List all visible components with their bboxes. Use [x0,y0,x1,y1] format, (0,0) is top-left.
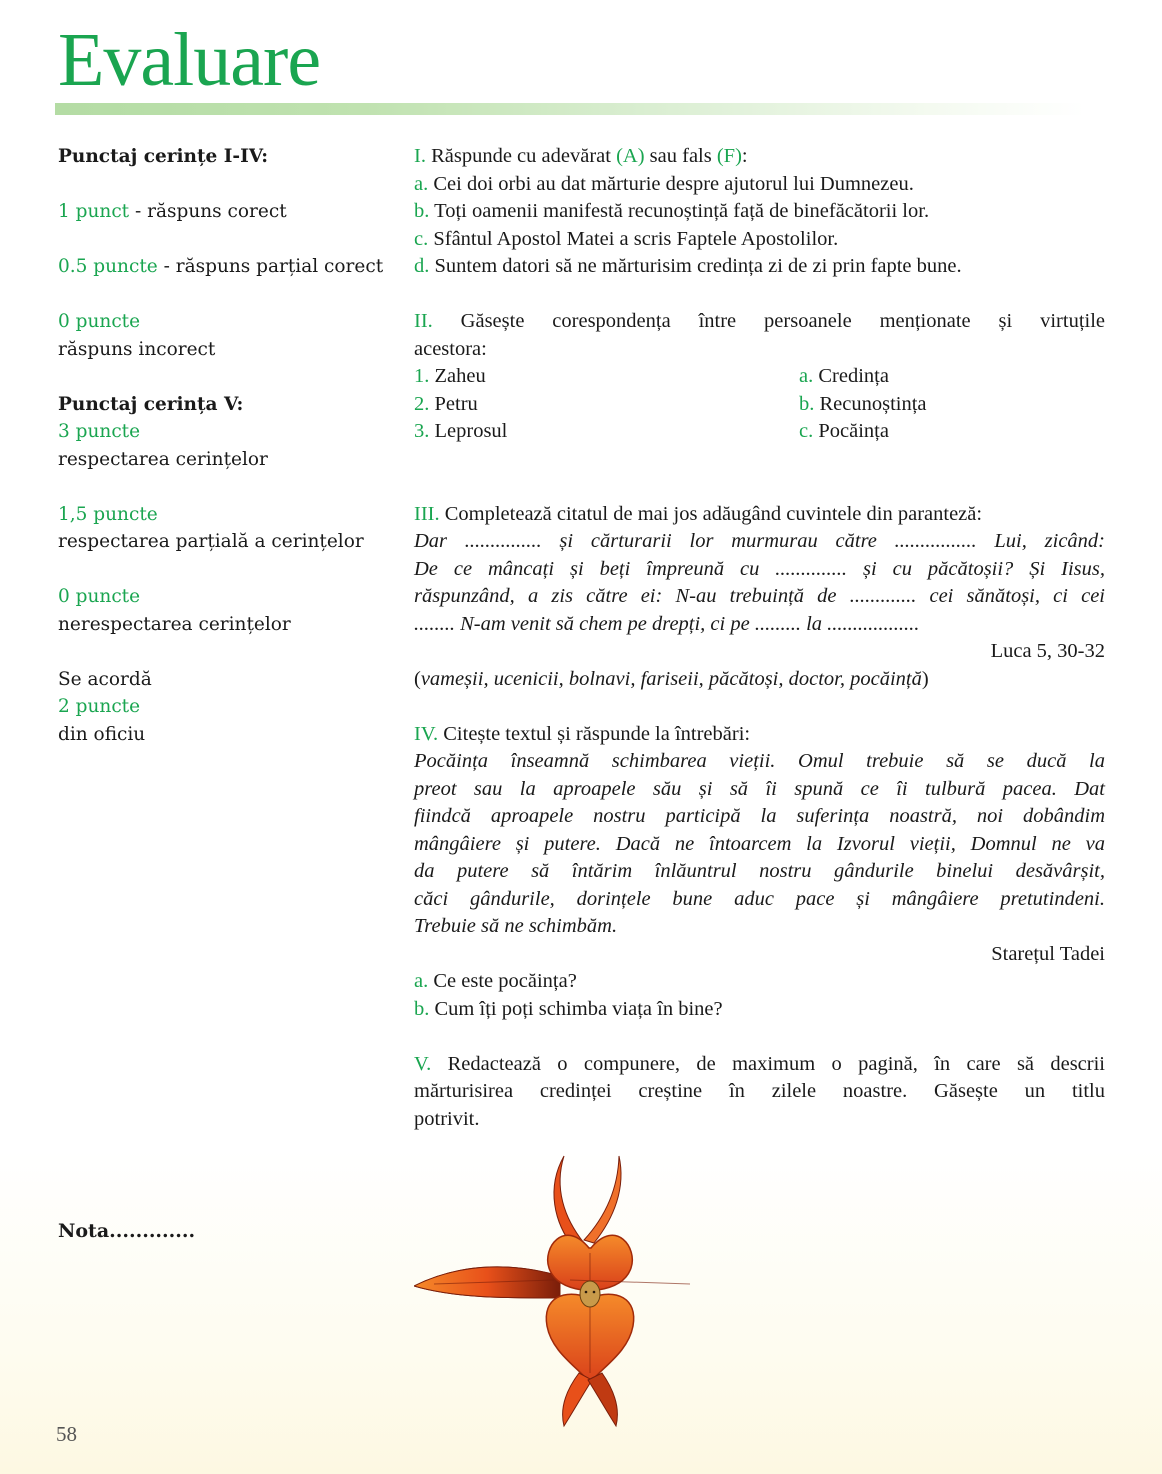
matching-row: 3. Leprosul c. Pocăința [414,420,889,442]
passage-line: preot sau la aproapele său și să îi spună ce îi tulbură pacea. Dat [414,777,1105,800]
scoring-heading-5: Punctaj cerința V: [58,393,244,415]
bonus-prefix: Se acordă [58,668,152,690]
passage-line: mângâiere și putere. Dacă ne întoarcem la Izvorul vieții, Domnul ne va [414,832,1105,855]
page-title: Evaluare [58,18,321,102]
exercise-5-prompt-cont: potrivit. [414,1107,480,1130]
bonus-suffix: din oficiu [58,723,146,745]
exercise-1-item: b. Toți oamenii manifestă recunoștință față de binefăcătorii lor. [414,200,930,222]
scoring-column [58,143,398,748]
exercise-4-question: b. Cum îți poți schimba viața în bine? [414,997,723,1020]
scoring-desc: respectarea parțială a cerințelor [58,531,364,552]
exercise-4-prompt: IV. Citește textul și răspunde la întrebări: [414,722,751,745]
passage-line: fiindcă aproapele nostru participă la suferința noastră, noi dobândim [414,805,1105,827]
passage-line: căci gândurile, dorințele bune aduc pace și mângâiere pretutindeni. [414,887,1105,910]
bonus-points: 2 puncte [58,696,141,717]
scoring-points: 0 puncte [58,586,141,607]
exercise-2-prompt: II. Găsește corespondența între persoanele menționate și virtuțile [414,310,1105,332]
matching-row: 1. Zaheu a. Credința [414,365,889,387]
scoring-points: 0 puncte [58,311,141,332]
grade-field: Nota............. [58,1220,196,1242]
exercise-1-prompt: I. Răspunde cu adevărat (A) sau fals (F): [414,145,748,167]
quote-reference: Luca 5, 30-32 [990,640,1105,662]
exercise-2-prompt-cont: acestora: [414,337,487,360]
exercises-column [414,143,1105,1133]
title-underline-bar [55,103,1085,115]
exercise-5-prompt: V. Redactează o compunere, de maximum o pagină, în care să descrii [414,1052,1105,1075]
scoring-desc: respectarea cerințelor [58,448,268,470]
passage-author: Starețul Tadei [991,942,1105,965]
scoring-points: 3 puncte [58,421,141,442]
quote-line: ........ N-am venit să chem pe drepți, ci pe ......... la .................. [414,612,920,635]
quote-line: Dar ............... și cărturarii lor murmurau către ................ Lui, zicând: [414,530,1105,552]
exercise-1-item: c. Sfântul Apostol Matei a scris Faptele Apostolilor. [414,227,839,250]
scoring-item: 1 punct - răspuns corect [58,201,287,222]
seraph-icon [414,1148,710,1428]
exercise-1-item: a. Cei doi orbi au dat mărturie despre ajutorul lui Dumnezeu. [414,172,914,195]
exercise-4-question: a. Ce este pocăința? [414,970,577,992]
scoring-desc: răspuns incorect [58,338,216,360]
exercise-1-item: d. Suntem datori să ne mărturisim credința zi de zi prin fapte bune. [414,255,962,277]
passage-line: Pocăința înseamnă schimbarea vieții. Omul trebuie să se ducă la [414,750,1105,772]
scoring-item: 0.5 puncte - răspuns parțial corect [58,256,384,277]
passage-line: da putere să întărim înlăuntrul nostru gândurile binelui desăvârșit, [414,860,1105,882]
passage-line: Trebuie să ne schimbăm. [414,915,618,937]
matching-row: 2. Petru b. Recunoștința [414,392,927,415]
page-number: 58 [56,1422,77,1446]
scoring-desc: nerespectarea cerințelor [58,613,291,635]
exercise-3-prompt: III. Completează citatul de mai jos adăugând cuvintele din paranteză: [414,502,983,525]
exercise-5-prompt-cont: mărturisirea credinței creștine în zilele noastre. Găsește un titlu [414,1080,1105,1102]
quote-line: răspunzând, a zis către ei: N-au trebuință de ............. cei sănătoși, ci cei [414,585,1105,607]
scoring-points: 1,5 puncte [58,503,158,525]
quote-line: De ce mâncați și beți împreună cu .............. și cu păcătoșii? Și Iisus, [414,557,1105,580]
scoring-heading-1-4: Punctaj cerințe I-IV: [58,146,269,167]
word-bank: (vameșii, ucenicii, bolnavi, fariseii, păcătoși, doctor, pocăință) [414,667,929,690]
